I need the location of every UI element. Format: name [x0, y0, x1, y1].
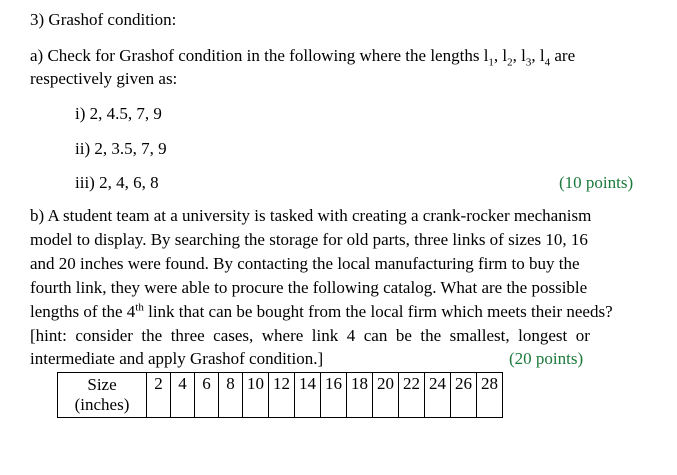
catalog-size-cell: 14: [295, 373, 321, 418]
catalog-size-cell: 12: [269, 373, 295, 418]
catalog-size-cell: 2: [147, 373, 171, 418]
part-b-line-1: b) A student team at a university is tasked with creating a crank-rocker mechanism: [30, 206, 592, 225]
catalog-size-cell: 10: [243, 373, 269, 418]
catalog-size-cell: 28: [477, 373, 503, 418]
catalog-size-cell: 20: [373, 373, 399, 418]
part-a-item-2: ii) 2, 3.5, 7, 9: [75, 139, 167, 158]
catalog-size-cell: 18: [347, 373, 373, 418]
catalog-size-cell: 24: [425, 373, 451, 418]
part-b-line-7: intermediate and apply Grashof condition.]: [30, 349, 324, 368]
catalog-table: [57, 372, 503, 418]
part-a-item-1: i) 2, 4.5, 7, 9: [75, 104, 162, 123]
part-b-line-5: lengths of the 4th link that can be bought from the local firm which meets their needs?: [30, 301, 613, 321]
catalog-header-cell: [58, 373, 147, 418]
catalog-size-cell: 8: [219, 373, 243, 418]
catalog-header-units: (inches): [74, 395, 130, 414]
part-b-line-6: [hint: consider the three cases, where link 4 can be the smallest, longest or: [30, 326, 590, 345]
part-b-line-2: model to display. By searching the storage for old parts, three links of sizes 10, 16: [30, 230, 588, 249]
part-a-intro-line1: a) Check for Grashof condition in the following where the lengths $l_1$, $l_2$, $l_3$, $l_4$ are: [30, 46, 576, 69]
part-a-intro-line2: respectively given as:: [30, 69, 178, 88]
catalog-size-cell: 6: [195, 373, 219, 418]
part-a-item-3: iii) 2, 4, 6, 8: [75, 173, 159, 192]
catalog-row: [58, 373, 503, 418]
part-b-line-4: fourth link, they were able to procure the following catalog. What are the possible: [30, 278, 588, 297]
catalog-size-cell: 16: [321, 373, 347, 418]
part-b-points: (20 points): [509, 349, 584, 368]
catalog-size-cell: 22: [399, 373, 425, 418]
catalog-size-cell: 26: [451, 373, 477, 418]
part-a-points: (10 points): [559, 173, 634, 192]
catalog-header-size: Size: [87, 375, 117, 394]
part-b-line-3: and 20 inches were found. By contacting the local manufacturing firm to buy the: [30, 254, 580, 273]
catalog-size-cell: 4: [171, 373, 195, 418]
question-heading: 3) Grashof condition:: [30, 10, 177, 29]
